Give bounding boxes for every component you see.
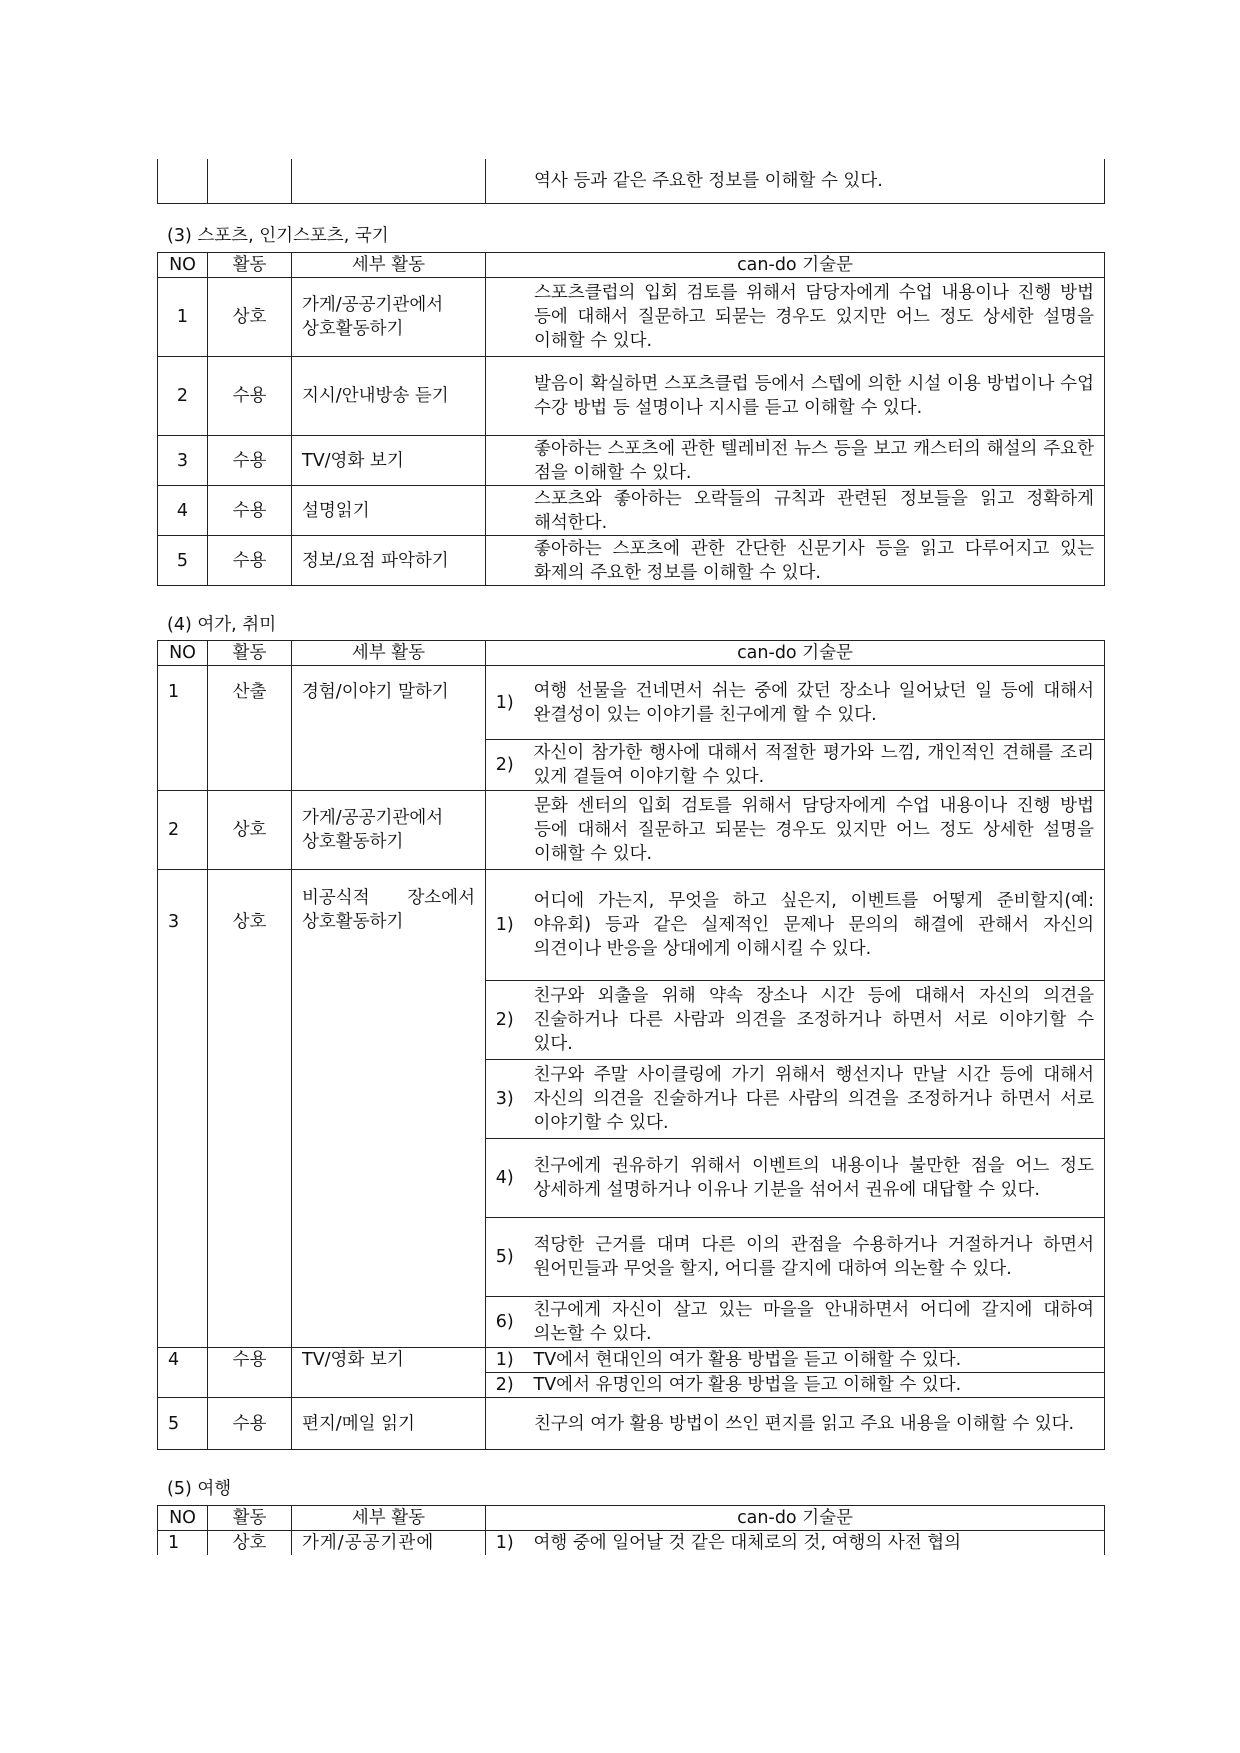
activity-cell: 수용 — [208, 1348, 292, 1398]
table-header-row — [158, 1506, 1105, 1531]
header-no: NO — [158, 253, 208, 278]
detail-cell: 정보/요점 파악하기 — [292, 536, 486, 586]
detail-cell — [292, 159, 486, 203]
detail-cell: 가게/공공기관에서 상호활동하기 — [292, 278, 486, 357]
cando-cell: 발음이 확실하면 스포츠클럽 등에서 스텝에 의한 시설 이용 방법이나 수업 수강 방법 등 설명이나 지시를 듣고 이해할 수 있다. — [486, 357, 1105, 436]
detail-cell: 가게/공공기관에 — [292, 1531, 486, 1556]
header-cando: can-do 기술문 — [486, 253, 1105, 278]
header-activity: 활동 — [208, 253, 292, 278]
table-row — [158, 536, 1105, 586]
cando-cell: 좋아하는 스포츠에 관한 텔레비전 뉴스 등을 보고 캐스터의 해설의 주요한 점을 이해할 수 있다. — [486, 436, 1105, 486]
table-row — [158, 1531, 1105, 1556]
activity-cell: 상호 — [208, 1531, 292, 1556]
cando-cell: 친구에게 자신이 살고 있는 마을을 안내하면서 어디에 갈지에 대하여 의논할 수 있다. — [524, 1297, 1105, 1348]
item-number: 1) — [486, 1531, 524, 1556]
item-number: 1) — [486, 666, 524, 740]
activity-cell — [208, 159, 292, 203]
header-detail: 세부 활동 — [292, 253, 486, 278]
item-number: 2) — [486, 740, 524, 791]
cando-cell: 친구에게 권유하기 위해서 이벤트의 내용이나 불만한 점을 어느 정도 상세하게 설명하거나 이유나 기분을 섞어서 권유에 대답할 수 있다. — [524, 1139, 1105, 1218]
activity-cell: 수용 — [208, 357, 292, 436]
table-row — [158, 278, 1105, 357]
detail-cell: 설명읽기 — [292, 486, 486, 536]
no-cell: 2 — [158, 357, 208, 436]
continuation-table — [157, 159, 1105, 204]
activity-cell: 수용 — [208, 486, 292, 536]
cando-cell: 어디에 가는지, 무엇을 하고 싶은지, 이벤트를 어떻게 준비할지(예: 야유회) 등과 같은 실제적인 문제나 문의의 해결에 관해서 자신의 의견이나 반응을 상대에게 이해시킬 수 있다. — [524, 870, 1105, 981]
cando-cell: 친구의 여가 활용 방법이 쓰인 편지를 읽고 주요 내용을 이해할 수 있다. — [486, 1398, 1105, 1450]
item-number: 3) — [486, 1060, 524, 1139]
cando-cell: 친구와 주말 사이클링에 가기 위해서 행선지나 만날 시간 등에 대해서 자신의 의견을 진술하거나 다른 사람의 의견을 조정하거나 하면서 서로 이야기할 수 있다. — [524, 1060, 1105, 1139]
activity-cell: 상호 — [208, 791, 292, 870]
detail-cell: 편지/메일 읽기 — [292, 1398, 486, 1450]
detail-cell: TV/영화 보기 — [292, 1348, 486, 1398]
activity-cell: 수용 — [208, 436, 292, 486]
item-number: 6) — [486, 1297, 524, 1348]
item-number: 2) — [486, 981, 524, 1060]
cando-cell: TV에서 현대인의 여가 활용 방법을 듣고 이해할 수 있다. — [524, 1348, 1105, 1373]
table-row — [158, 357, 1105, 436]
cando-cell: 적당한 근거를 대며 다른 이의 관점을 수용하거나 거절하거나 하면서 원어민들과 무엇을 할지, 어디를 갈지에 대하여 의논할 수 있다. — [524, 1218, 1105, 1297]
header-no: NO — [158, 641, 208, 666]
section-title-4: (4) 여가, 취미 — [167, 615, 277, 635]
header-activity: 활동 — [208, 1506, 292, 1531]
no-cell: 4 — [158, 1348, 208, 1398]
table-row — [158, 159, 1105, 203]
no-cell: 3 — [158, 870, 208, 1348]
cando-cell: 역사 등과 같은 주요한 정보를 이해할 수 있다. — [486, 159, 1105, 203]
no-cell: 2 — [158, 791, 208, 870]
no-cell: 1 — [158, 1531, 208, 1556]
cando-cell: 여행 선물을 건네면서 쉬는 중에 갔던 장소나 일어났던 일 등에 대해서 완결성이 있는 이야기를 친구에게 할 수 있다. — [524, 666, 1105, 740]
item-number: 1) — [486, 870, 524, 981]
no-cell — [158, 159, 208, 203]
no-cell: 1 — [158, 666, 208, 791]
no-cell: 5 — [158, 536, 208, 586]
detail-cell: 경험/이야기 말하기 — [292, 666, 486, 791]
header-no: NO — [158, 1506, 208, 1531]
activity-cell: 산출 — [208, 666, 292, 791]
table-row — [158, 486, 1105, 536]
header-cando: can-do 기술문 — [486, 1506, 1105, 1531]
activity-cell: 수용 — [208, 1398, 292, 1450]
cando-cell: 문화 센터의 입회 검토를 위해서 담당자에게 수업 내용이나 진행 방법 등에 대해서 질문하고 되묻는 경우도 있지만 어느 정도 상세한 설명을 이해할 수 있다. — [486, 791, 1105, 870]
activity-cell: 수용 — [208, 536, 292, 586]
no-cell: 3 — [158, 436, 208, 486]
table-header-row — [158, 253, 1105, 278]
table-row — [158, 436, 1105, 486]
table-row — [158, 1348, 1105, 1373]
cando-cell: 자신이 참가한 행사에 대해서 적절한 평가와 느낌, 개인적인 견해를 조리 있게 곁들여 이야기할 수 있다. — [524, 740, 1105, 791]
section-title-5: (5) 여행 — [167, 1479, 232, 1499]
header-activity: 활동 — [208, 641, 292, 666]
section5-table — [157, 1505, 1105, 1555]
activity-cell: 상호 — [208, 278, 292, 357]
detail-cell: TV/영화 보기 — [292, 436, 486, 486]
table-header-row — [158, 641, 1105, 666]
table-row — [158, 666, 1105, 740]
header-detail: 세부 활동 — [292, 1506, 486, 1531]
activity-cell: 상호 — [208, 870, 292, 1348]
detail-cell: 지시/안내방송 듣기 — [292, 357, 486, 436]
section4-table — [157, 640, 1105, 1450]
cando-cell: 스포츠와 좋아하는 오락들의 규칙과 관련된 정보들을 읽고 정확하게 해석한다. — [486, 486, 1105, 536]
cando-cell: 친구와 외출을 위해 약속 장소나 시간 등에 대해서 자신의 의견을 진술하거나 다른 사람과 의견을 조정하거나 하면서 서로 이야기할 수 있다. — [524, 981, 1105, 1060]
cando-cell: 좋아하는 스포츠에 관한 간단한 신문기사 등을 읽고 다루어지고 있는 화제의 주요한 정보를 이해할 수 있다. — [486, 536, 1105, 586]
table-row — [158, 791, 1105, 870]
section3-table — [157, 252, 1105, 586]
no-cell: 5 — [158, 1398, 208, 1450]
item-number: 1) — [486, 1348, 524, 1373]
detail-cell: 비공식적 장소에서 상호활동하기 — [292, 870, 486, 1348]
header-detail: 세부 활동 — [292, 641, 486, 666]
item-number: 2) — [486, 1373, 524, 1398]
section-title-3: (3) 스포츠, 인기스포츠, 국기 — [167, 226, 389, 246]
cando-cell: TV에서 유명인의 여가 활용 방법을 듣고 이해할 수 있다. — [524, 1373, 1105, 1398]
cando-cell: 스포츠클럽의 입회 검토를 위해서 담당자에게 수업 내용이나 진행 방법 등에 대해서 질문하고 되묻는 경우도 있지만 어느 정도 상세한 설명을 이해할 수 있다. — [486, 278, 1105, 357]
table-row — [158, 1398, 1105, 1450]
header-cando: can-do 기술문 — [486, 641, 1105, 666]
item-number: 5) — [486, 1218, 524, 1297]
no-cell: 4 — [158, 486, 208, 536]
table-row — [158, 870, 1105, 981]
item-number: 4) — [486, 1139, 524, 1218]
cando-cell: 여행 중에 일어날 것 같은 대체로의 것, 여행의 사전 협의 — [524, 1531, 1105, 1556]
no-cell: 1 — [158, 278, 208, 357]
detail-cell: 가게/공공기관에서 상호활동하기 — [292, 791, 486, 870]
